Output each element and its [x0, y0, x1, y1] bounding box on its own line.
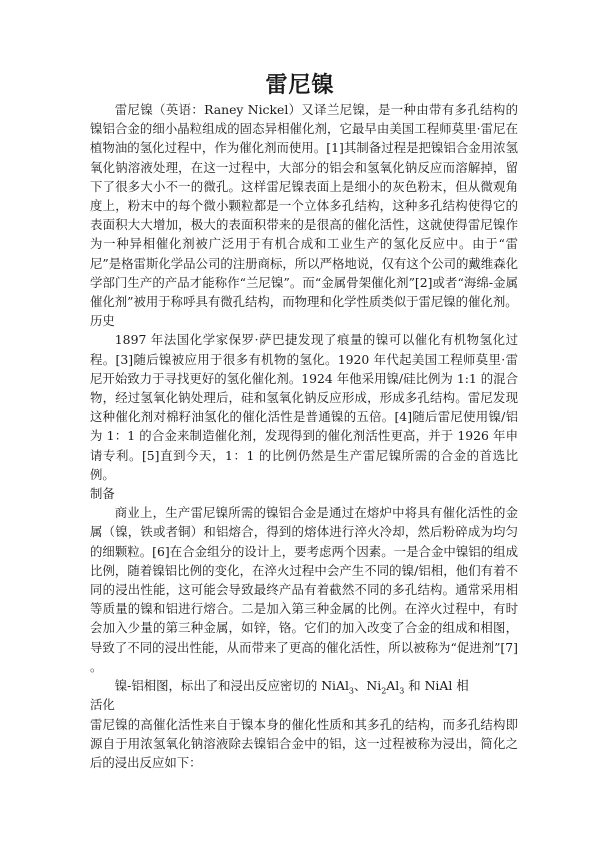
document-body	[90, 100, 518, 772]
caption-formula-2b: Al	[386, 678, 400, 694]
caption-prefix: 镍-铝相图，标出了和浸出反应密切的	[114, 678, 322, 694]
caption-formula-2b-sub: 3	[399, 686, 405, 696]
caption-formula-3: NiAl	[424, 678, 453, 694]
history-paragraph: 1897 年法国化学家保罗·萨巴捷发现了痕量的镍可以催化有机物氢化过程。[3]随后镍被应用于很多有机物的氢化。1920 年代起美国工程师莫里·雷尼开始致力于寻找更好的氢化催化剂。1924 年他采用镍/硅比例为 1:1 的混合物，经过氢氧化钠处理后，硅和氢氧化钠反应形成，形成多孔结构。雷尼发现这种催化剂对棉籽油氢化的催化活性是普通镍的五倍。[4]随后雷尼使用镍/铝为 1：1 的合金来制造催化剂，发现得到的催化剂活性更高，并于 1926 年申请专利。[5]直到今天，1：1 的比例仍然是生产雷尼镍所需的合金的首选比例。	[90, 332, 518, 482]
caption-formula-2a-sub: 2	[381, 686, 387, 696]
section-heading-activation: 活化	[90, 697, 115, 713]
caption-and: 和	[404, 678, 425, 694]
caption-formula-1-sub: 3	[348, 686, 354, 696]
activation-paragraph: 雷尼镍的高催化活性来自于镍本身的催化性质和其多孔的结构，而多孔结构即源自于用浓氢氧化钠溶液除去镍铝合金中的铝，这一过程被称为浸出，简化之后的浸出反应如下：	[90, 716, 518, 770]
caption-suffix: 相	[452, 678, 469, 694]
document-title: 雷尼镍	[265, 72, 335, 98]
intro-paragraph: 雷尼镍（英语：Raney Nickel）又译兰尼镍，是一种由带有多孔结构的镍铝合金的细小晶粒组成的固态异相催化剂，它最早由美国工程师莫里·雷尼在植物油的氢化过程中，作为催化剂而使用。[1]其制备过程是把镍铝合金用浓氢氧化钠溶液处理，在这一过程中，大部分的铝会和氢氧化钠反应而溶解掉，留下了很多大小不一的微孔。这样雷尼镍表面上是细小的灰色粉末，但从微观角度上，粉末中的每个微小颗粒都是一个立体多孔结构，这种多孔结构使得它的表面积大大增加，极大的表面积带来的是很高的催化活性，这就使得雷尼镍作为一种异相催化剂被广泛用于有机合成和工业生产的氢化反应中。由于“雷尼”是格雷斯化学品公司的注册商标，所以严格地说，仅有这个公司的戴维森化学部门生产的产品才能称作“兰尼镍”。而“金属骨架催化剂”[2]或者“海绵-金属催化剂”被用于称呼具有微孔结构，而物理和化学性质类似于雷尼镍的催化剂。	[90, 102, 518, 310]
caption-formula-2a: Ni	[366, 678, 382, 694]
section-heading-history: 历史	[90, 313, 115, 329]
phase-diagram-caption	[90, 676, 518, 695]
section-heading-preparation: 制备	[90, 486, 115, 502]
caption-separator: 、	[354, 678, 367, 694]
caption-formula-1: NiAl	[321, 678, 349, 694]
preparation-paragraph: 商业上，生产雷尼镍所需的镍铝合金是通过在熔炉中将具有催化活性的金属（镍，铁或者铜）和铝熔合，得到的熔体进行淬火冷却，然后粉碎成为均匀的细颗粒。[6]在合金组分的设计上，要考虑两个因素。一是合金中镍铝的组成比例，随着镍铝比例的变化，在淬火过程中会产生不同的镍/铝相，他们有着不同的浸出性能，这可能会导致最终产品有着截然不同的多孔结构。通常采用相等质量的镍和铝进行熔合。二是加入第三种金属的比例。在淬火过程中，有时会加入少量的第三种金属，如锌，铬。它们的加入改变了合金的组成和相图，导致了不同的浸出性能，从而带来了更高的催化活性，所以被称为“促进剂”[7] 。	[90, 505, 518, 674]
